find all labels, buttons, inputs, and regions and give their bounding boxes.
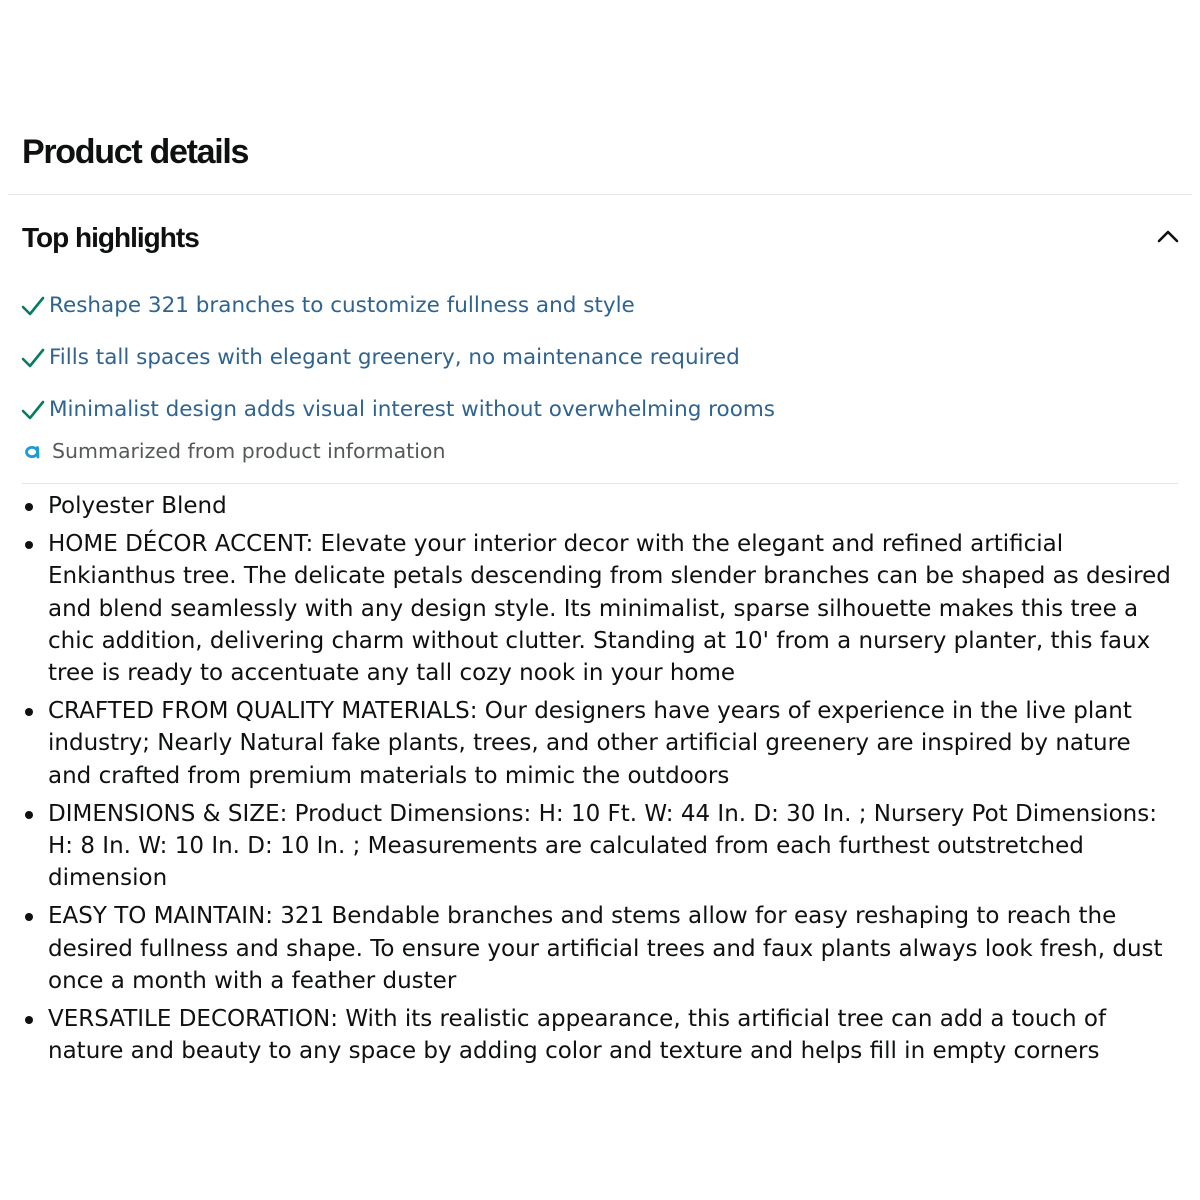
bullet-dot <box>25 503 33 511</box>
ai-summary-icon <box>24 442 42 460</box>
bullet-text: VERSATILE DECORATION: With its realistic appearance, this artificial tree can add a touch of nature and beauty to any space by adding color and texture and helps fill in empty corners <box>48 1006 1107 1065</box>
bullet-dot <box>25 541 33 549</box>
section-divider <box>8 194 1192 195</box>
bullet-dot <box>25 811 33 819</box>
bullet-text: EASY TO MAINTAIN: 321 Bendable branches and stems allow for easy reshaping to reach the desired fullness and shape. To ensure your artificial trees and faux plants always look fresh, dust once a month with a feather duster <box>48 903 1163 994</box>
bullet-text: Polyester Blend <box>48 493 227 519</box>
checkmark-icon <box>20 294 46 318</box>
bullet-dot <box>25 1016 33 1024</box>
page-title: Product details <box>22 133 249 171</box>
summary-text: Summarized from product information <box>52 439 446 463</box>
about-bullets-list <box>20 490 1178 1073</box>
bullet-dot <box>25 913 33 921</box>
bullet-item <box>20 695 1178 792</box>
highlights-list <box>20 280 775 436</box>
bullet-text: HOME DÉCOR ACCENT: Elevate your interior decor with the elegant and refined artificial Enkianthus tree. The delicate petals descending from slender branches can be shaped as desired and blend seamlessly with any design style. Its minimalist, sparse silhouette makes this tree a chic addition, delivering charm without clutter. Standing at 10' from a nursery planter, this faux tree is ready to accentuate any tall cozy nook in your home <box>48 531 1171 687</box>
bullet-text: CRAFTED FROM QUALITY MATERIALS: Our designers have years of experience in the live plant industry; Nearly Natural fake plants, trees, and other artificial greenery are inspired by nature and crafted from premium materials to mimic the outdoors <box>48 698 1132 789</box>
bullet-item <box>20 528 1178 689</box>
checkmark-icon <box>20 398 46 422</box>
bullet-dot <box>25 708 33 716</box>
top-highlights-title: Top highlights <box>22 222 199 253</box>
collapse-button[interactable] <box>1150 218 1186 254</box>
bullet-item <box>20 900 1178 997</box>
checkmark-icon <box>20 346 46 370</box>
highlight-text: Reshape 321 branches to customize fullness and style <box>49 293 635 318</box>
chevron-up-icon <box>1157 229 1179 243</box>
summary-note <box>24 432 445 470</box>
section-divider <box>22 483 1178 484</box>
highlight-item <box>20 384 775 436</box>
bullet-item <box>20 798 1178 895</box>
highlight-item <box>20 280 775 332</box>
top-highlights-header[interactable] <box>22 216 1186 260</box>
bullet-text: DIMENSIONS & SIZE: Product Dimensions: H: 10 Ft. W: 44 In. D: 30 In. ; Nursery Pot Dimensions: H: 8 In. W: 10 In. D: 10 In. ; Measurements are calculated from each furthest outstretched dimension <box>48 800 1157 892</box>
bullet-item <box>20 490 1178 522</box>
highlight-text: Fills tall spaces with elegant greenery, no maintenance required <box>49 345 740 370</box>
bullet-item <box>20 1003 1178 1067</box>
highlight-text: Minimalist design adds visual interest without overwhelming rooms <box>49 397 776 422</box>
highlight-item <box>20 332 775 384</box>
